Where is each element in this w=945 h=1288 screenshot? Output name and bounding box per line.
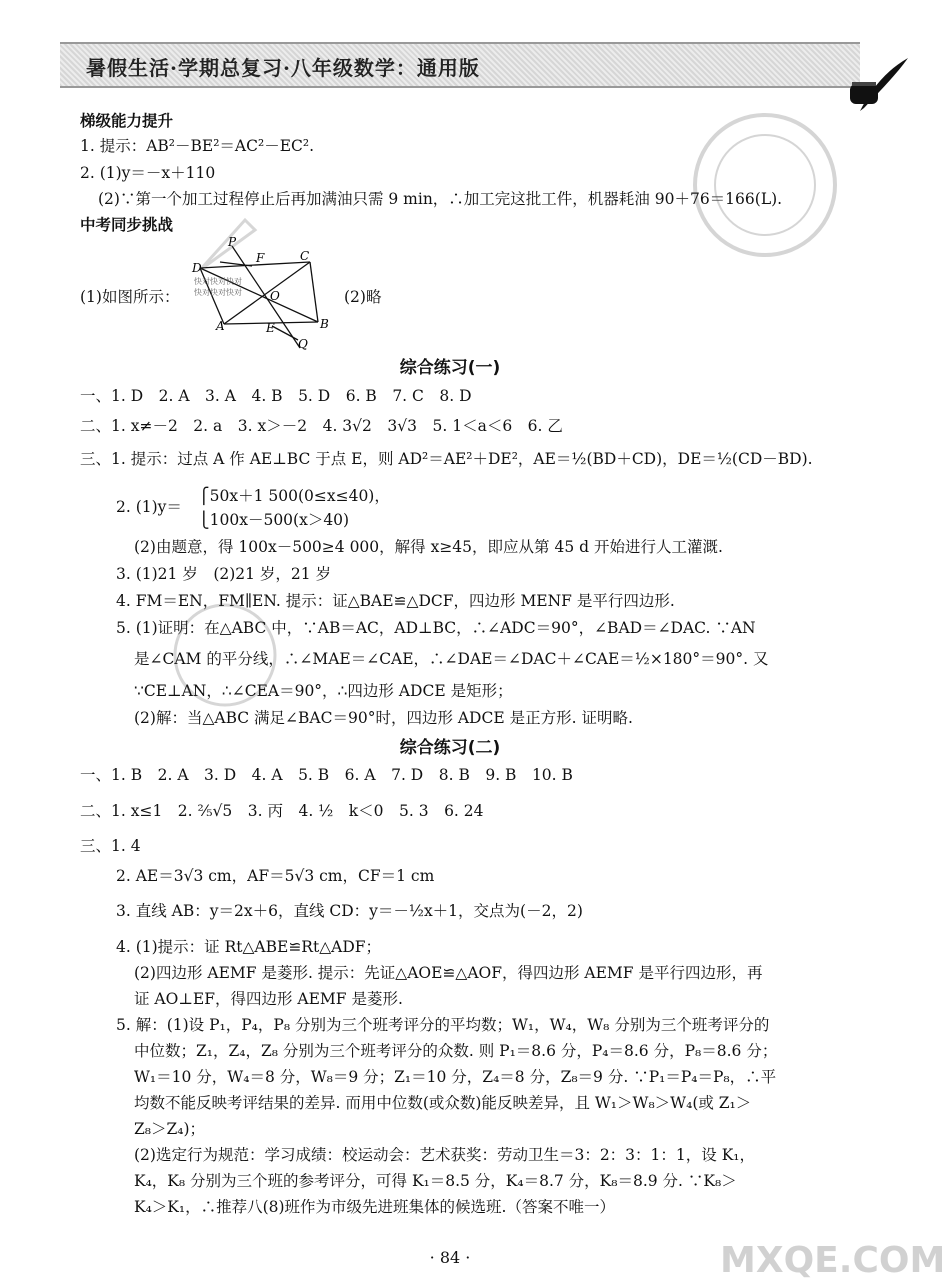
quill-pen-icon [850,56,910,116]
answer-line: 4. (1)提示：证 Rt△ABE≌Rt△ADF； [116,938,381,956]
answer-line: (2)四边形 AEMF 是菱形. 提示：先证△AOE≌△AOF，得四边形 AEMF 是平行四边形，再 [134,964,763,982]
header-title: 暑假生活·学期总复习·八年级数学：通用版 [86,56,480,80]
answer-line: 5. (1)证明：在△ABC 中，∵AB＝AC，AD⊥BC，∴∠ADC＝90°，∠BAD＝∠DAC. ∵AN [116,619,756,637]
answer-line: 一、1. B 2. A 3. D 4. A 5. B 6. A 7. D 8. B 9. B 10. B [80,766,573,784]
label-O: O [270,289,280,303]
answer-line: 3. (1)21 岁 (2)21 岁，21 岁 [116,565,332,583]
answer-line: 4. FM＝EN，FM∥EN. 提示：证△BAE≌△DCF，四边形 MENF 是平行四边形. [116,592,675,610]
label-Q: Q [298,337,308,351]
page-header [60,42,860,88]
stamp-watermark-icon [690,110,840,260]
section-title: 综合练习(一) [399,358,501,378]
answer-line: 证 AO⊥EF，得四边形 AEMF 是菱形. [134,990,403,1008]
answer-line: W₁＝10 分，W₄＝8 分，W₈＝9 分；Z₁＝10 分，Z₄＝8 分，Z₈＝9 分. ∵P₁＝P₄＝P₈，∴平 [134,1068,777,1086]
answer-line: 中位数；Z₁，Z₄，Z₈ 分别为三个班考评分的众数. 则 P₁＝8.6 分，P₄＝8.6 分，P₈＝8.6 分； [134,1042,778,1060]
section-heading: 中考同步挑战 [80,216,174,234]
label-F: F [256,251,265,265]
label-D: D [192,261,202,275]
answer-line: 三、1. 4 [80,837,141,855]
answer-line: 均数不能反映考评结果的差异. 而用中位数(或众数)能反映差异，且 W₁＞W₈＞W₄(或 Z₁＞ [134,1094,752,1112]
answer-line: 二、1. x≤1 2. ⅖√5 3. 丙 4. ½ k＜0 5. 3 6. 24 [80,802,484,820]
answer-line: 2. (1)y＝－x＋110 [80,164,216,182]
answer-line: ∵CE⊥AN，∴∠CEA＝90°，∴四边形 ADCE 是矩形； [134,682,513,700]
stamp-text-1: 快对快对快对 [194,277,242,286]
answer-line: 1. 提示：AB²－BE²＝AC²－EC². [80,137,315,155]
answer-line: (2)∵第一个加工过程停止后再加满油只需 9 min，∴加工完这批工件，机器耗油 90＋76＝166(L). [98,190,783,208]
answer-line: 是∠CAM 的平分线，∴∠MAE＝∠CAE，∴∠DAE＝∠DAC＋∠CAE＝½×180°＝90°. 又 [134,650,769,668]
answer-line: Z₈＞Z₄)； [134,1120,206,1138]
answer-line: ⎧50x＋1 500(0≤x≤40)， [198,487,390,505]
answer-line: K₄＞K₁，∴推荐八(8)班作为市级先进班集体的候选班.（答案不唯一） [134,1198,615,1216]
answer-line: 3. 直线 AB：y＝2x＋6，直线 CD：y＝－½x＋1，交点为(－2，2) [116,902,583,920]
answer-line: 二、1. x≠－2 2. a 3. x＞－2 4. 3√2 3√3 5. 1＜a＜6 6. 乙 [80,417,563,435]
site-watermark: MXQE.COM [720,1240,945,1281]
answer-line: 2. AE＝3√3 cm，AF＝5√3 cm，CF＝1 cm [116,867,435,885]
answer-line: (2)解：当△ABC 满足∠BAC＝90°时，四边形 ADCE 是正方形. 证明略. [134,709,633,727]
section-title: 综合练习(二) [399,738,501,758]
answer-line: (2)由题意，得 100x－500≥4 000，解得 x≥45，即应从第 45 d 开始进行人工灌溉. [134,538,723,556]
answer-line: (2)选定行为规范：学习成绩：校运动会：艺术获奖：劳动卫生＝3：2：3：1：1，设 K₁， [134,1146,755,1164]
answer-line: 5. 解：(1)设 P₁，P₄，P₈ 分别为三个班考评分的平均数；W₁，W₄，W₈ 分别为三个班考评分的 [116,1016,770,1034]
label-C: C [300,249,310,263]
answer-line: K₄，K₈ 分别为三个班的参考评分，可得 K₁＝8.5 分，K₄＝8.7 分，K₈＝8.9 分. ∵K₈＞ [134,1172,737,1190]
label-E: E [266,321,275,335]
stamp-watermark-2-icon [170,600,280,710]
label-P: P [228,235,237,249]
label-B: B [320,317,329,331]
label-A: A [216,319,225,333]
section-heading: 梯级能力提升 [80,112,174,130]
carrot-watermark-icon [190,200,270,280]
answer-line: 2. (1)y＝ [116,498,182,516]
stamp-text-2: 快对快对快对 [194,288,242,297]
answer-line: 三、1. 提示：过点 A 作 AE⊥BC 于点 E，则 AD²＝AE²＋DE²，AE＝½(BD＋CD)，DE＝½(CD－BD). [80,450,813,468]
answer-line: 一、1. D 2. A 3. A 4. B 5. D 6. B 7. C 8. D [80,387,472,405]
page-number: · 84 · [429,1248,471,1267]
answer-line: (2)略 [344,288,382,306]
answer-line: ⎩100x－500(x＞40) [198,511,350,529]
answer-line: (1)如图所示： [80,288,180,306]
